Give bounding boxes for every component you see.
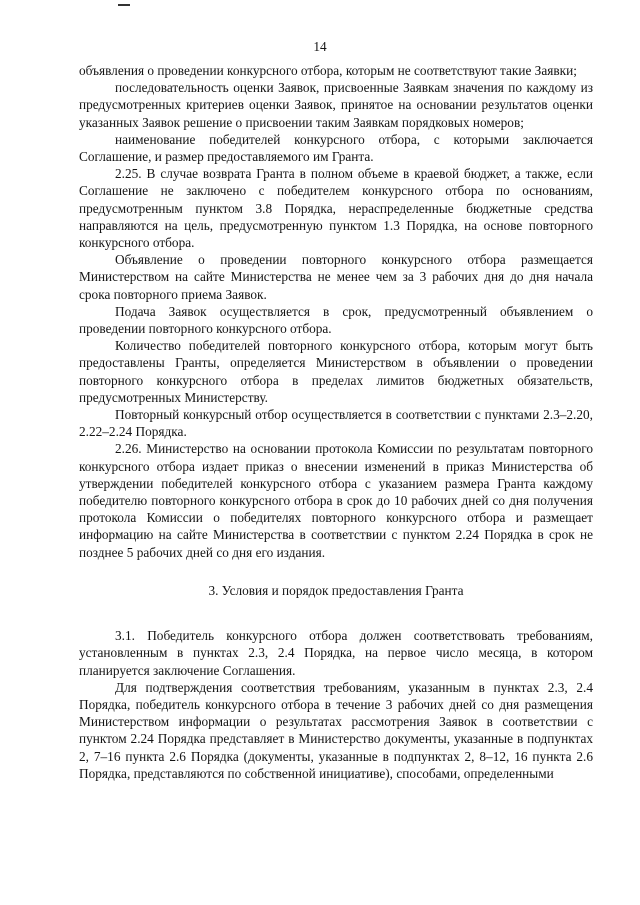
paragraph: Подача Заявок осуществляется в срок, предусмотренный объявлением о проведении повторного конкурсного отбора.	[79, 303, 593, 337]
paragraph-continuation: объявления о проведении конкурсного отбора, которым не соответствуют такие Заявки;	[79, 63, 577, 78]
paragraph: Объявление о проведении повторного конкурсного отбора размещается Министерством на сайте Министерства не менее чем за 3 рабочих дня до дня начала срока повторного приема Заявок.	[79, 252, 593, 302]
paragraph-2-26: 2.26. Министерство на основании протокола Комиссии по результатам повторного конкурсного отбора издает приказ о внесении изменений в приказ Министерства об утверждении победителей конкурсного отбора с указанием размера Гранта каждому победителю повторного конкурсного отбора в срок до 10 рабочих дней со дня получения протокола Комиссии о победителях повторного конкурсного отбора и размещает информацию на сайте Министерства в соответствии с пунктом 2.24 Порядка в срок не позднее 5 рабочих дней со дня его издания.	[79, 441, 593, 560]
document-body	[79, 62, 593, 782]
paragraph: последовательность оценки Заявок, присвоенные Заявкам значения по каждому из предусмотренных критериев оценки Заявок, принятое на основании результатов оценки указанных Заявок решение о присвоении таким Заявкам порядковых номеров;	[79, 80, 593, 130]
paragraph: Для подтверждения соответствия требованиям, указанным в пунктах 2.3, 2.4 Порядка, победитель конкурсного отбора в течение 3 рабочих дней со дня размещения Министерством информации о результатах рассмотрения Заявок в соответствии с пунктом 2.24 Порядка представляет в Министерство документы, указанные в подпунктах 2, 7–16 пункта 2.6 Порядка (документы, указанные в подпунктах 2, 8–12, 16 пункта 2.6 Порядка, представляются по собственной инициативе), способами, определенными	[79, 679, 593, 781]
paragraph: Повторный конкурсный отбор осуществляется в соответствии с пунктами 2.3–2.20, 2.22–2.24 Порядка.	[79, 407, 593, 440]
paragraph-3-1: 3.1. Победитель конкурсного отбора должен соответствовать требованиям, установленным в пунктах 2.3, 2.4 Порядка, на первое число месяца, в котором планируется заключение Соглашения.	[79, 628, 593, 678]
paragraph-2-25: 2.25. В случае возврата Гранта в полном объеме в краевой бюджет, а также, если Соглашение не заключено с победителем конкурсного отбора по основаниям, предусмотренным пунктом 3.8 Порядка, нераспределенные бюджетные средства направляются на цель, предусмотренную пунктом 1.3 Порядка, на основе повторного конкурсного отбора.	[79, 166, 593, 251]
paragraph: Количество победителей повторного конкурсного отбора, которым могут быть предоставлены Гранты, определяется Министерством в объявлении о проведении повторного конкурсного отбора в пределах лимитов бюджетных обязательств, предусмотренных Министерству.	[79, 338, 593, 405]
section-heading: 3. Условия и порядок предоставления Гранта	[208, 582, 464, 598]
top-edge-mark	[118, 4, 130, 6]
paragraph: наименование победителей конкурсного отбора, с которыми заключается Соглашение, и размер предоставляемого им Гранта.	[79, 131, 593, 165]
page-number: 14	[313, 39, 327, 54]
